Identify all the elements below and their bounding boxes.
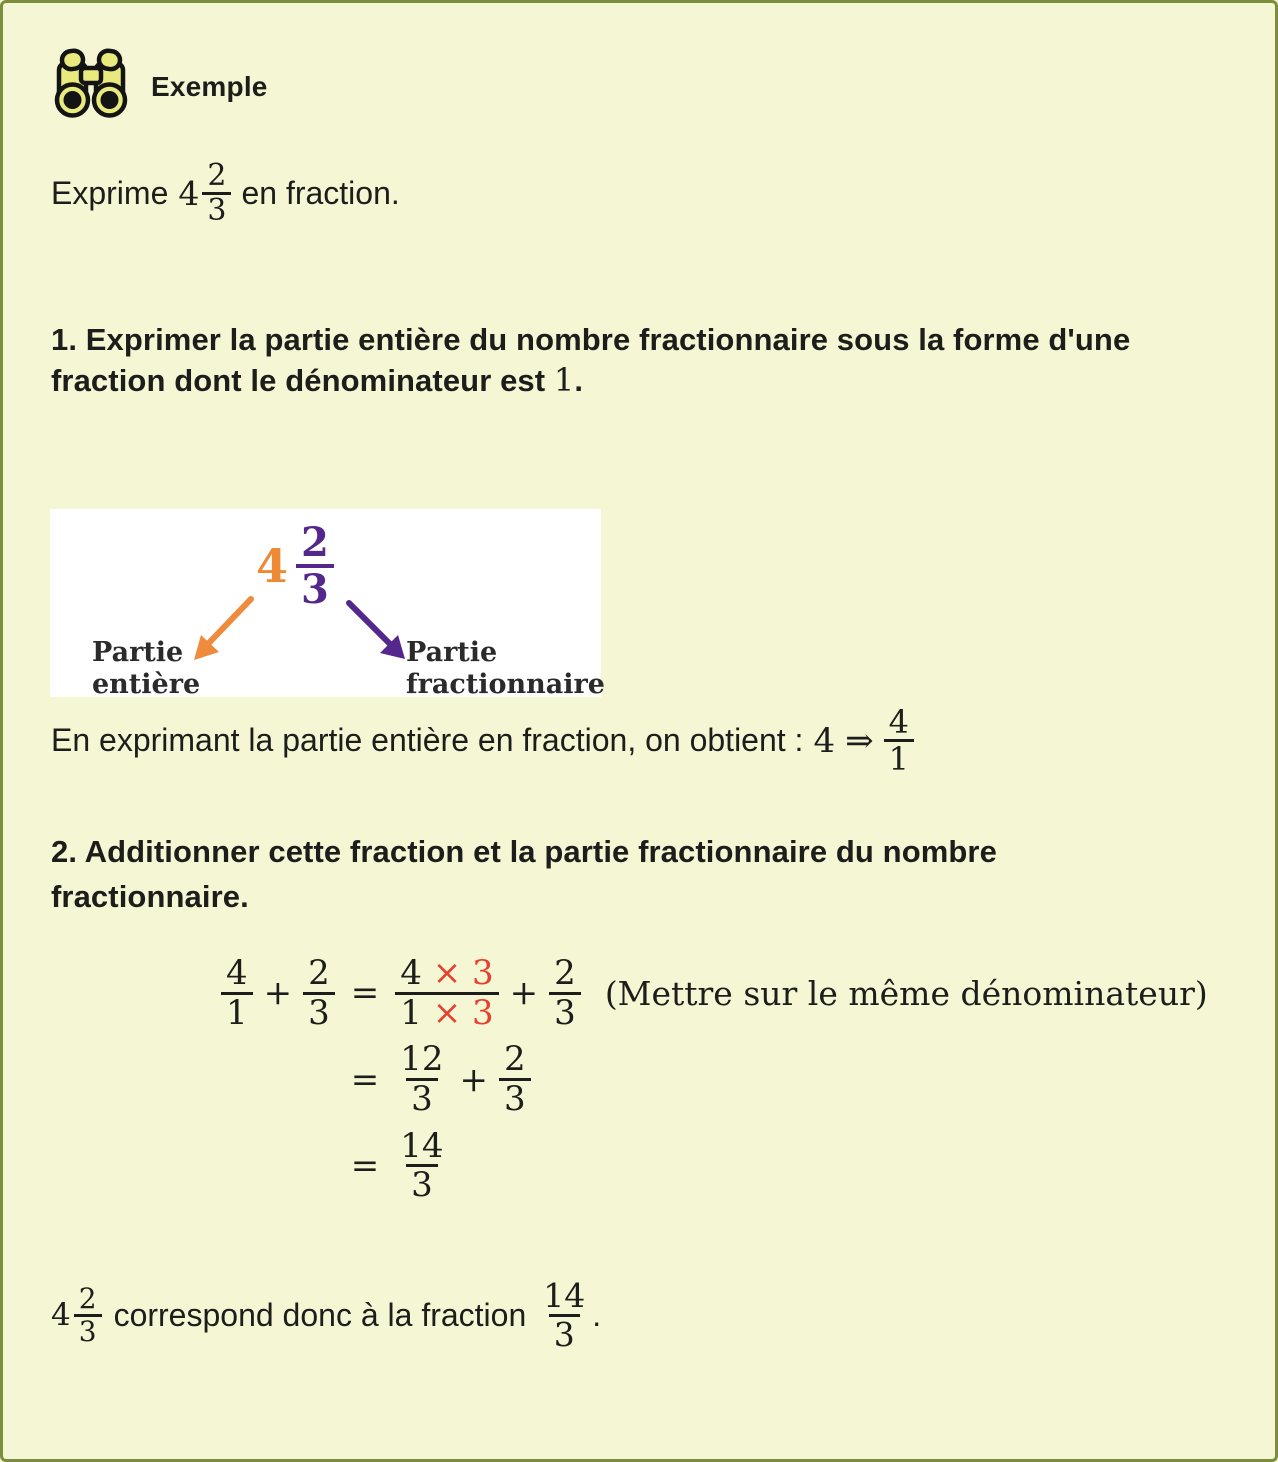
arrow-left-shaft [206,599,251,646]
step1-result [51,702,1235,779]
red-times-three: × 3 [432,952,494,993]
conclusion-fraction: $\frac{14}{3}$ [543,1276,586,1354]
conclusion-text: correspond donc à la fraction [113,1296,527,1333]
binoculars-icon [51,47,131,126]
equals-sign: = [350,1145,380,1186]
conclusion-mixed-number: 4 $\frac{2}{3}$ [51,1284,102,1347]
result-text: En exprimant la partie entière en fraction, on obtient : [51,722,804,759]
step2-math [221,952,1208,1206]
diagram-fraction-part: $\frac{2}{3}$ [296,521,334,611]
equation-line3-rhs [395,1125,581,1206]
example-title: Exemple [151,70,268,102]
conclusion [51,1278,1235,1352]
equals-sign: = [350,1059,380,1100]
step1-heading-line2: fraction dont le dénominateur est 1. [51,360,584,399]
mixed-number [178,160,231,228]
heading-math-one: 1 [553,360,575,399]
conclusion-period: . [592,1296,602,1333]
mixed-whole: 4 [178,174,200,214]
double-arrow: ⇒ [845,720,874,761]
fraction-expanded: $\frac{4 \times 3}{1 \times 3}$ [395,955,498,1031]
result-fraction: $\frac{4}{1}$ [884,705,914,777]
result-value: 4 [813,720,836,761]
example-card [3,47,1275,1352]
label-partie-entiere: Partie entière [92,636,201,700]
denominator-annotation: (Mettre sur le même dénominateur) [604,973,1208,1013]
diagram-whole-part: 4 [256,538,289,593]
equation-line1-rhs: $\frac{4 \times 3}{1 \times 3}$ + $\frac{2}{3}$ [395,955,581,1031]
final-fraction: $\frac{14}{3}$ [400,1125,444,1206]
step2-heading [51,829,1235,919]
arrow-right-shaft [349,603,392,646]
step1-heading-line1: 1. Exprimer la partie entière du nombre fractionnaire sous la forme d'une [51,321,1131,357]
equals-sign: = [350,973,380,1014]
mixed-fraction: $\frac{2}{3}$ [202,160,231,228]
example-header [51,47,1235,126]
problem-prefix: Exprime [51,175,169,212]
mixed-number-diagram [50,509,605,700]
step2-heading-line2: fractionnaire. [51,878,249,914]
step1-heading [51,320,1235,401]
equation-line2-rhs: $\frac{12}{3}$ + $\frac{2}{3}$ [395,1041,581,1117]
label-partie-fractionnaire: Partie fractionnaire [406,636,605,700]
red-times-three: × 3 [432,992,494,1033]
problem-suffix: en fraction. [241,175,400,212]
step2-heading-line1: 2. Additionner cette fraction et la partie fractionnaire du nombre [51,833,997,869]
problem-statement [51,160,1235,228]
equation-line1-lhs: $\frac{4}{1}$ + $\frac{2}{3}$ [221,955,335,1031]
